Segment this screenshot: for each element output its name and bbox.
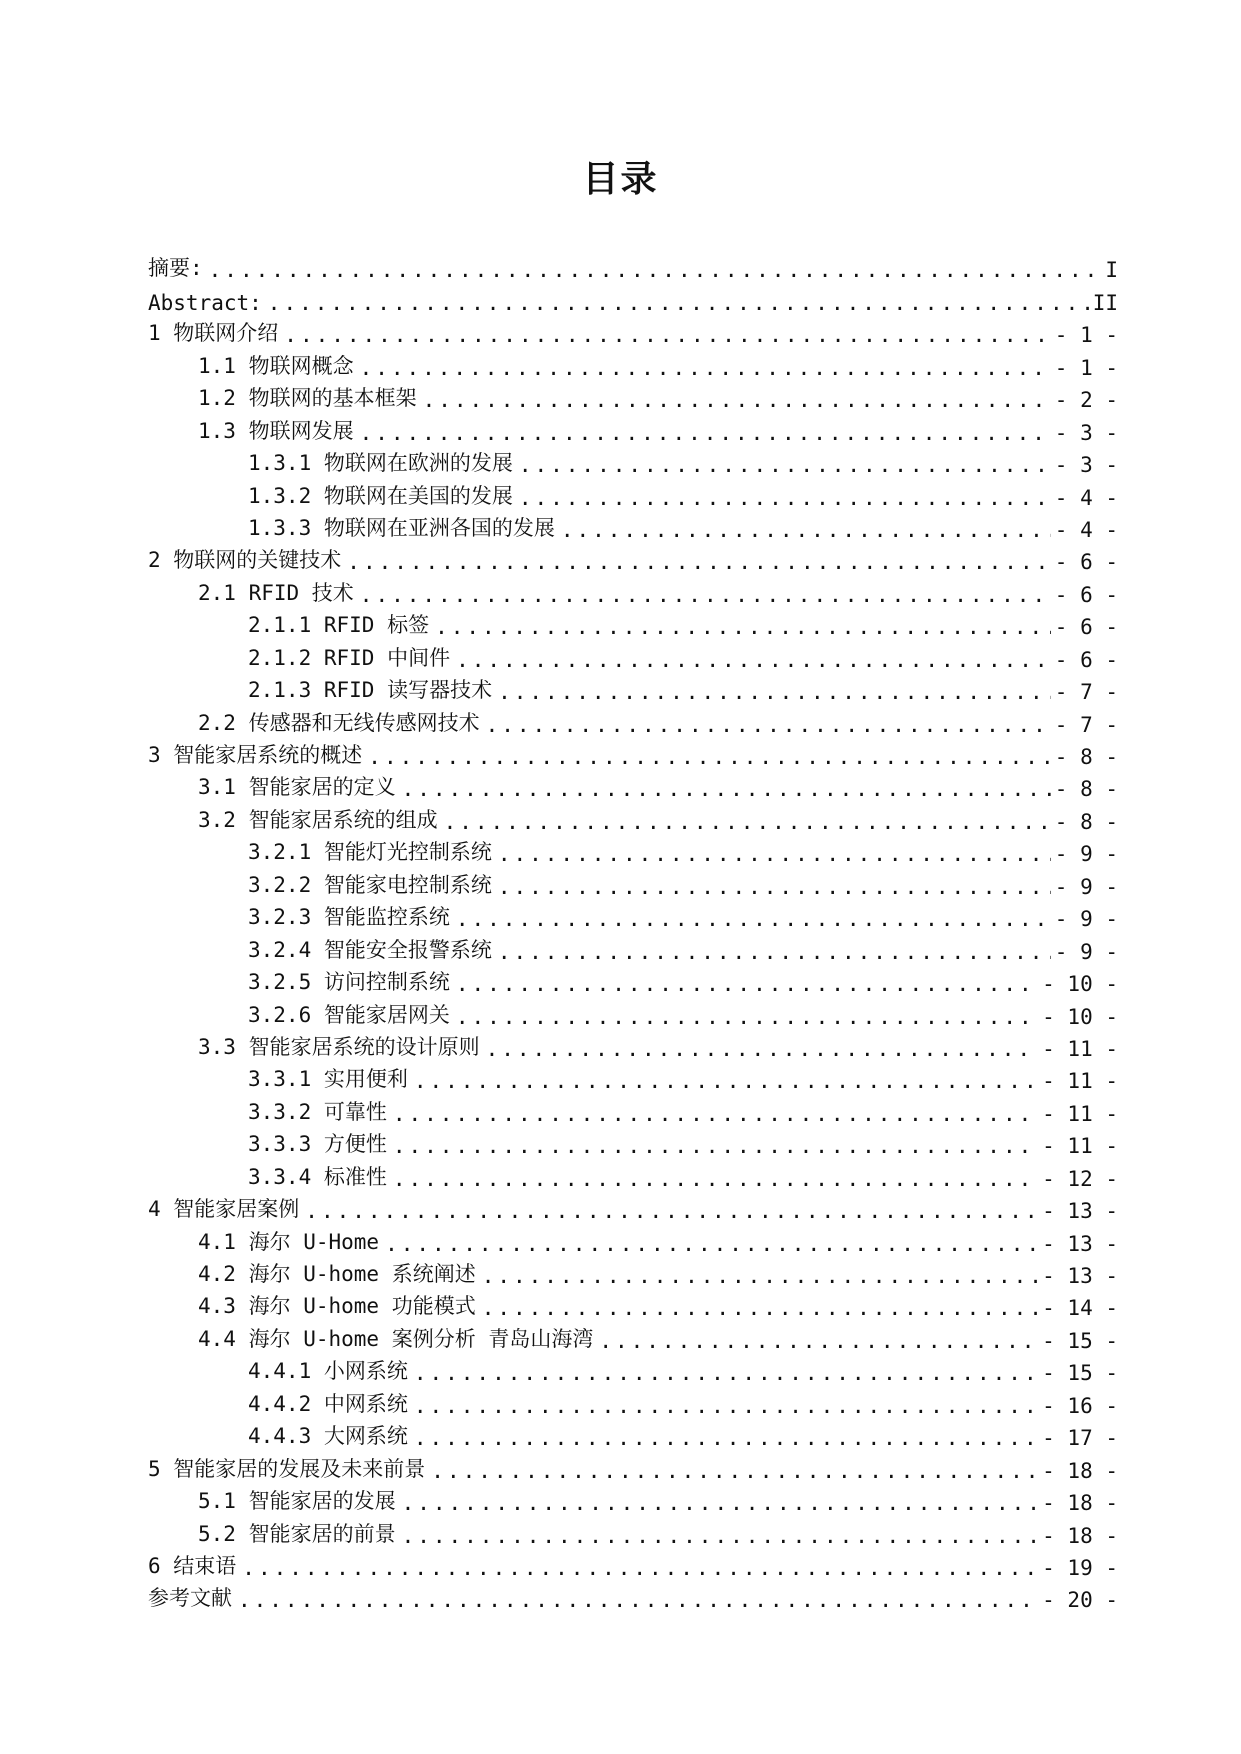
toc-entry[interactable] — [148, 1353, 1118, 1385]
toc-dot-leader — [402, 1524, 1039, 1548]
toc-entry-title: 2.1.2 RFID 中间件 — [248, 645, 451, 670]
page-title: 目录 — [582, 159, 659, 200]
toc-entry-title: 4.2 海尔 U-home 系统阐述 — [198, 1262, 476, 1286]
toc-entry[interactable] — [148, 1223, 1118, 1255]
toc-entry-title: 3.2.4 智能安全报警系统 — [248, 937, 492, 962]
toc-dot-leader — [268, 291, 1089, 315]
toc-entry-title: 2.1 RFID 技术 — [198, 580, 354, 605]
toc-entry-title: 1.1 物联网概念 — [198, 353, 354, 378]
toc-entry-page-number: - 11 - — [1042, 1134, 1118, 1159]
toc-entry-page-number: - 18 - — [1042, 1523, 1118, 1548]
toc-entry-title: 3.3.2 可靠性 — [248, 1099, 387, 1124]
toc-entry-title: 3.2.5 访问控制系统 — [248, 970, 450, 995]
toc-entry-page-number: - 15 - — [1042, 1328, 1118, 1353]
toc-entry-page-number: - 16 - — [1042, 1393, 1118, 1418]
toc-entry-page-number: - 9 - — [1054, 907, 1118, 932]
toc-entry-page-number: - 8 - — [1054, 777, 1118, 802]
toc-entry-title: 1.3.1 物联网在欧洲的发展 — [248, 451, 513, 476]
toc-entry-title: 1.3.3 物联网在亚洲各国的发展 — [248, 515, 555, 540]
toc-entry-page-number: - 1 - — [1054, 355, 1118, 380]
toc-entry-page-number: - 3 - — [1054, 420, 1118, 445]
toc-dot-leader — [498, 940, 1051, 964]
toc-entry[interactable] — [148, 866, 1118, 898]
toc-dot-leader — [360, 583, 1051, 607]
toc-entry[interactable] — [148, 1256, 1118, 1288]
toc-entry-title: 4.4.1 小网系统 — [248, 1359, 408, 1384]
toc-entry-title: Abstract: — [148, 290, 262, 315]
toc-dot-leader — [486, 1037, 1039, 1061]
toc-entry[interactable] — [148, 964, 1118, 996]
toc-entry-page-number: - 11 - — [1042, 1101, 1118, 1126]
toc-entry-page-number: - 10 - — [1042, 1004, 1118, 1029]
toc-entry[interactable] — [148, 1029, 1118, 1061]
toc-entry-title: 4.1 海尔 U-Home — [198, 1229, 380, 1254]
toc-dot-leader — [393, 1102, 1038, 1126]
toc-entry-page-number: - 4 - — [1054, 517, 1118, 542]
toc-entry-title: 3.3 智能家居系统的设计原则 — [198, 1034, 480, 1059]
toc-entry-title: 3 智能家居系统的概述 — [148, 743, 363, 767]
toc-entry-page-number: - 11 - — [1042, 1069, 1118, 1094]
toc-entry-page-number: - 9 - — [1054, 939, 1118, 964]
toc-dot-leader — [238, 1588, 1038, 1612]
toc-entry-page-number: - 9 - — [1054, 842, 1118, 867]
toc-entry-page-number: - 1 - — [1054, 323, 1118, 348]
toc-entry-page-number: - 9 - — [1054, 874, 1118, 899]
toc-entry-title: 2.1.1 RFID 标签 — [248, 613, 430, 638]
toc-entry-title: 3.3.4 标准性 — [248, 1164, 387, 1189]
toc-dot-leader — [414, 1394, 1038, 1418]
toc-dot-leader — [284, 323, 1050, 347]
toc-dot-leader — [435, 615, 1051, 639]
toc-entry[interactable] — [148, 1288, 1118, 1320]
toc-entry[interactable] — [148, 834, 1118, 866]
toc-entry[interactable] — [148, 1548, 1118, 1580]
toc-dot-leader — [482, 1296, 1038, 1320]
toc-entry[interactable] — [148, 769, 1118, 801]
toc-entry-title: 1.3.2 物联网在美国的发展 — [248, 483, 513, 508]
toc-entry[interactable] — [148, 315, 1118, 347]
toc-entry[interactable] — [148, 704, 1118, 736]
toc-entry-page-number: - 15 - — [1042, 1361, 1118, 1386]
toc-entry[interactable] — [148, 574, 1118, 606]
toc-entry-page-number: - 6 - — [1054, 550, 1118, 575]
toc-entry-page-number: - 11 - — [1042, 1036, 1118, 1061]
toc-entry-title: 6 结束语 — [148, 1553, 237, 1578]
toc-dot-leader — [360, 421, 1051, 445]
toc-dot-leader — [385, 1232, 1038, 1256]
toc-entry[interactable] — [148, 737, 1118, 769]
toc-entry-title: 4.3 海尔 U-home 功能模式 — [198, 1294, 476, 1319]
toc-entry-page-number: - 7 - — [1054, 712, 1118, 737]
toc-entry-page-number: - 20 - — [1042, 1588, 1118, 1613]
toc-entry-title: 3.1 智能家居的定义 — [198, 775, 396, 800]
toc-entry[interactable] — [148, 1320, 1118, 1352]
toc-dot-leader — [498, 842, 1051, 866]
toc-entry-title: 3.2.1 智能灯光控制系统 — [248, 840, 492, 865]
toc-entry-page-number: - 6 - — [1054, 615, 1118, 640]
toc-dot-leader — [347, 550, 1050, 574]
toc-entry[interactable] — [148, 996, 1118, 1028]
toc-entry[interactable] — [148, 477, 1118, 509]
toc-entry-title: 3.3.3 方便性 — [248, 1132, 387, 1157]
toc-entry[interactable] — [148, 347, 1118, 379]
toc-entry-title: 5 智能家居的发展及未来前景 — [148, 1456, 426, 1481]
toc-dot-leader — [498, 680, 1051, 704]
toc-entry-page-number: - 8 - — [1054, 745, 1118, 769]
toc-entry-page-number: II — [1092, 290, 1118, 315]
toc-entry[interactable] — [148, 1483, 1118, 1515]
toc-dot-leader — [360, 356, 1051, 380]
toc-dot-leader — [561, 518, 1051, 542]
toc-entry[interactable] — [148, 672, 1118, 704]
toc-dot-leader — [456, 907, 1051, 931]
toc-dot-leader — [402, 1491, 1039, 1515]
toc-entry-title: 3.2.2 智能家电控制系统 — [248, 872, 492, 897]
toc-dot-leader — [305, 1199, 1038, 1223]
toc-entry-title: 4.4 海尔 U-home 案例分析 青岛山海湾 — [198, 1326, 594, 1351]
toc-dot-leader — [519, 453, 1051, 477]
toc-entry-title: 1.2 物联网的基本框架 — [198, 386, 417, 411]
toc-dot-leader — [456, 648, 1051, 672]
toc-entry[interactable] — [148, 380, 1118, 412]
toc-entry-title: 3.3.1 实用便利 — [248, 1067, 408, 1092]
toc-entry-title: 4.4.2 中网系统 — [248, 1391, 408, 1416]
toc-entry[interactable] — [148, 607, 1118, 639]
toc-entry-page-number: - 14 - — [1042, 1296, 1118, 1321]
toc-entry-title: 4.4.3 大网系统 — [248, 1424, 408, 1449]
toc-entry-page-number: - 13 - — [1042, 1199, 1118, 1224]
toc-entry[interactable] — [148, 250, 1118, 282]
toc-dot-leader — [456, 1005, 1038, 1029]
toc-dot-leader — [402, 777, 1051, 801]
toc-entry-title: 5.1 智能家居的发展 — [198, 1489, 396, 1514]
toc-dot-leader — [414, 1361, 1038, 1385]
toc-dot-leader — [498, 875, 1051, 899]
toc-entry-title: 3.2 智能家居系统的组成 — [198, 807, 438, 832]
toc-entry-page-number: - 6 - — [1054, 582, 1118, 607]
toc-entry[interactable] — [148, 1580, 1118, 1612]
toc-entry[interactable] — [148, 899, 1118, 931]
toc-entry[interactable] — [148, 1061, 1118, 1093]
toc-entry-page-number: - 18 - — [1042, 1458, 1118, 1483]
toc-entry-title: 参考文献 — [148, 1586, 232, 1611]
toc-entry-title: 2.2 传感器和无线传感网技术 — [198, 710, 480, 735]
toc-entry[interactable] — [148, 1385, 1118, 1417]
toc-dot-leader — [599, 1329, 1038, 1353]
toc-entry[interactable] — [148, 639, 1118, 671]
toc-entry[interactable] — [148, 1126, 1118, 1158]
toc-entry-page-number: - 8 - — [1054, 809, 1118, 834]
toc-dot-leader — [393, 1167, 1038, 1191]
toc-dot-leader — [444, 810, 1051, 834]
toc-entry-title: 摘要: — [148, 256, 203, 281]
toc-entry-page-number: - 13 - — [1042, 1231, 1118, 1256]
toc-entry[interactable] — [148, 412, 1118, 444]
toc-entry-title: 2 物联网的关键技术 — [148, 548, 342, 573]
toc-entry-page-number: - 19 - — [1042, 1555, 1118, 1580]
toc-entry-title: 3.2.3 智能监控系统 — [248, 905, 450, 930]
toc-dot-leader — [368, 745, 1050, 769]
toc-entry[interactable] — [148, 542, 1118, 574]
toc-dot-leader — [414, 1069, 1038, 1093]
toc-dot-leader — [482, 1264, 1038, 1288]
toc-entry[interactable] — [148, 1515, 1118, 1547]
toc-dot-leader — [414, 1426, 1038, 1450]
toc-dot-leader — [242, 1556, 1038, 1580]
toc-entry-page-number: - 7 - — [1054, 680, 1118, 705]
table-of-contents — [148, 250, 1118, 1612]
toc-entry-page-number: - 18 - — [1042, 1491, 1118, 1516]
toc-entry-title: 1 物联网介绍 — [148, 321, 279, 346]
toc-dot-leader — [423, 388, 1051, 412]
toc-entry-title: 3.2.6 智能家居网关 — [248, 1002, 450, 1027]
toc-entry[interactable] — [148, 1450, 1118, 1482]
toc-entry-page-number: - 2 - — [1054, 388, 1118, 413]
toc-entry-title: 4 智能家居案例 — [148, 1197, 300, 1222]
toc-entry-page-number: - 3 - — [1054, 453, 1118, 478]
toc-entry-title: 2.1.3 RFID 读写器技术 — [248, 678, 493, 703]
toc-entry[interactable] — [148, 510, 1118, 542]
toc-dot-leader — [393, 1134, 1038, 1158]
toc-dot-leader — [456, 972, 1038, 996]
toc-entry[interactable] — [148, 1418, 1118, 1450]
toc-entry[interactable] — [148, 801, 1118, 833]
toc-entry-page-number: - 4 - — [1054, 485, 1118, 510]
toc-entry-page-number: - 10 - — [1042, 972, 1118, 997]
toc-entry-title: 1.3 物联网发展 — [198, 418, 354, 443]
toc-entry-page-number: I — [1105, 258, 1118, 283]
toc-dot-leader — [486, 713, 1051, 737]
toc-entry[interactable] — [148, 1093, 1118, 1125]
toc-entry-page-number: - 17 - — [1042, 1426, 1118, 1451]
toc-dot-leader — [209, 258, 1102, 282]
toc-entry-page-number: - 6 - — [1054, 647, 1118, 672]
toc-entry[interactable] — [148, 1158, 1118, 1190]
toc-entry-title: 5.2 智能家居的前景 — [198, 1521, 396, 1546]
toc-entry[interactable] — [148, 445, 1118, 477]
toc-entry-page-number: - 13 - — [1042, 1264, 1118, 1288]
toc-entry[interactable] — [148, 282, 1118, 314]
toc-entry-page-number: - 12 - — [1042, 1166, 1118, 1191]
toc-dot-leader — [431, 1459, 1038, 1483]
toc-dot-leader — [519, 486, 1051, 510]
toc-entry[interactable] — [148, 1191, 1118, 1223]
toc-entry[interactable] — [148, 931, 1118, 963]
